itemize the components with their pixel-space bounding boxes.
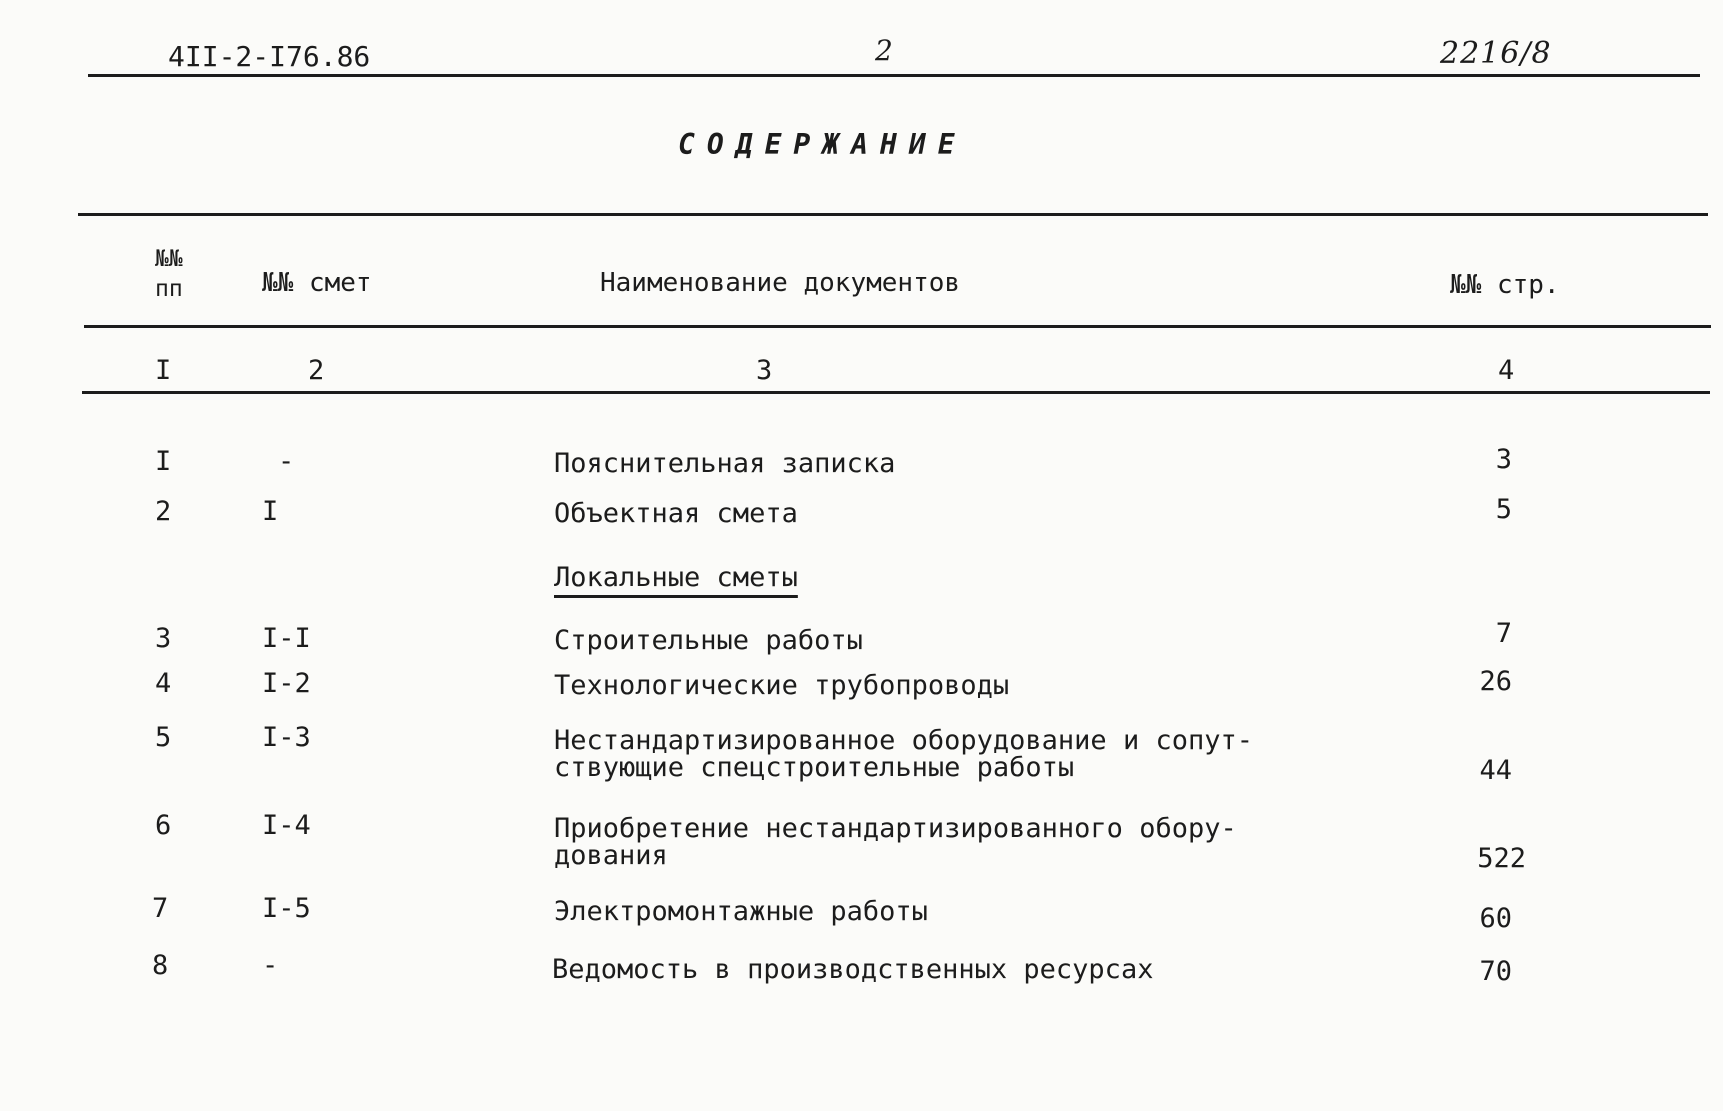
row-name: Приобретение нестандартизированного обору- дования (554, 813, 1237, 871)
row-smeta: I-I (262, 623, 311, 654)
row-name: Ведомость в производственных ресурсах (552, 954, 1154, 985)
column-header-pp: №№ пп (155, 246, 183, 302)
row-name: Нестандартизированное оборудование и сопут- ствующие спецстроительные работы (554, 725, 1253, 783)
row-number: I (155, 446, 172, 477)
column-header-page: №№ стр. (1450, 270, 1560, 300)
row-smeta: I-5 (262, 893, 311, 924)
row-page: 5 (1495, 494, 1512, 525)
row-smeta: - (278, 446, 295, 477)
table-top-rule (78, 213, 1708, 216)
column-number-4: 4 (1498, 355, 1515, 386)
table-header-rule (84, 325, 1711, 328)
row-number: 7 (152, 893, 169, 924)
row-page: 60 (1479, 903, 1512, 934)
row-number: 8 (152, 950, 169, 981)
row-number: 6 (155, 810, 172, 841)
row-name: Строительные работы (554, 625, 863, 656)
row-number: 3 (155, 623, 172, 654)
column-number-1: I (155, 355, 172, 386)
row-name: Пояснительная записка (554, 448, 896, 479)
row-page: 26 (1479, 666, 1512, 697)
row-name: Электромонтажные работы (554, 896, 928, 927)
row-number: 5 (155, 722, 172, 753)
page-number: 2 (875, 34, 893, 67)
row-smeta: I-4 (262, 810, 311, 841)
header-rule (88, 74, 1700, 77)
column-number-3: 3 (756, 355, 773, 386)
row-name: Технологические трубопроводы (554, 670, 1010, 701)
page-title: СОДЕРЖАНИЕ (678, 128, 967, 161)
column-header-smet: №№ смет (262, 268, 372, 298)
table-colnum-rule (82, 391, 1710, 394)
row-page: 7 (1495, 618, 1512, 649)
row-number: 2 (155, 496, 172, 527)
row-page: 3 (1495, 444, 1512, 475)
section-subheading: Локальные сметы (554, 562, 798, 593)
row-page: 44 (1479, 755, 1512, 786)
column-header-name: Наименование документов (600, 268, 961, 298)
column-number-2: 2 (308, 355, 325, 386)
document-code: 4II-2-I76.86 (168, 40, 371, 73)
row-number: 4 (155, 668, 172, 699)
row-smeta: I-3 (262, 722, 311, 753)
row-name: Объектная смета (554, 498, 798, 529)
row-smeta: I (262, 496, 279, 527)
row-smeta: I-2 (262, 668, 311, 699)
archive-number: 2216/8 (1440, 36, 1552, 71)
row-page: 70 (1479, 956, 1512, 987)
row-smeta: - (262, 950, 279, 981)
row-page: 522 (1477, 843, 1526, 874)
